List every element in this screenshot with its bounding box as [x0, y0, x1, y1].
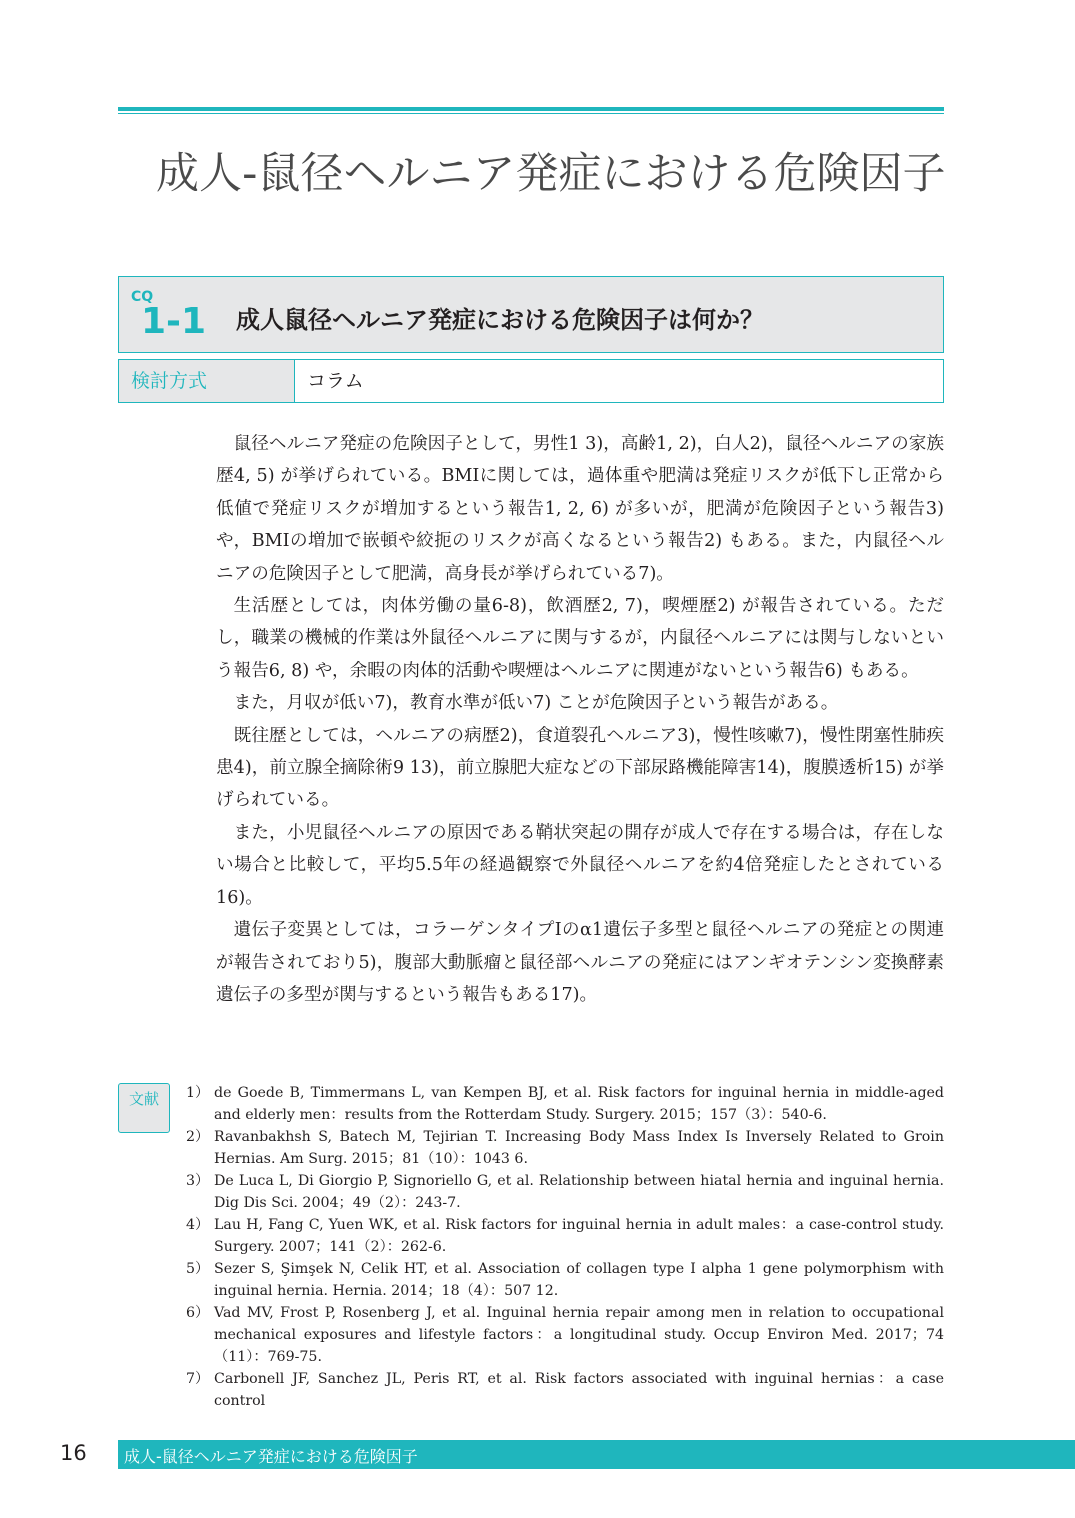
reference-number: 2） — [186, 1129, 210, 1145]
body-paragraph: 既往歴としては，ヘルニアの病歴2)，食道裂孔ヘルニア3)，慢性咳嗽7)，慢性閉塞性肺疾患4)，前立腺全摘除術9 13)，前立腺肥大症などの下部尿路機能障害14)，腹膜透析15) が挙げられている。 — [216, 725, 944, 811]
reference-number: 1） — [186, 1085, 210, 1101]
reference-item — [186, 1082, 944, 1126]
body-paragraph: 鼠径ヘルニア発症の危険因子として，男性1 3)，高齢1, 2)，白人2)，鼠径ヘルニアの家族歴4, 5) が挙げられている。BMIに関しては，過体重や肥満は発症リスクが低下し正常から低値で発症リスクが増加するという報告1, 2, 6) が多いが，肥満が危険因子という報告3) や，BMIの増加で嵌頓や絞扼のリスクが高くなるという報告2) もある。また，内鼠径ヘルニアの危険因子として肥満，高身長が挙げられている7)。 — [216, 434, 944, 584]
review-method-row — [118, 359, 944, 403]
reference-text: Carbonell JF, Sanchez JL, Peris RT, et al. Risk factors associated with inguinal hernias：a case control — [214, 1371, 944, 1409]
reference-text: de Goede B, Timmermans L, van Kempen BJ, et al. Risk factors for inguinal hernia in middle-aged and elderly men：results from the Rotterdam Study. Surgery. 2015；157（3）：540-6. — [214, 1085, 944, 1123]
reference-number: 5） — [186, 1261, 210, 1277]
footer-bar — [118, 1440, 1075, 1469]
reference-number: 6） — [186, 1305, 210, 1321]
references-list — [186, 1082, 944, 1412]
reference-item — [186, 1126, 944, 1170]
review-method-value: コラム — [307, 370, 364, 392]
reference-item — [186, 1302, 944, 1368]
reference-text: De Luca L, Di Giorgio P, Signoriello G, et al. Relationship between hiatal hernia and inguinal hernia. Dig Dis Sci. 2004；49（2）：243-7. — [214, 1173, 944, 1211]
reference-number: 7） — [186, 1371, 210, 1387]
cq-header — [118, 276, 944, 353]
reference-text: Sezer S, Şimşek N, Celik HT, et al. Association of collagen type I alpha 1 gene polymorphism with inguinal hernia. Hernia. 2014；18（4）：507 12. — [214, 1261, 944, 1299]
body-paragraph: 生活歴としては，肉体労働の量6-8)，飲酒歴2, 7)，喫煙歴2) が報告されている。ただし，職業の機械的作業は外鼠径ヘルニアに関与するが，内鼠径ヘルニアには関与しないという報告6, 8) や，余暇の肉体的活動や喫煙はヘルニアに関連がないという報告6) もある。 — [216, 596, 944, 681]
reference-text: Lau H, Fang C, Yuen WK, et al. Risk factors for inguinal hernia in adult males：a case-control study. Surgery. 2007；141（2）：262-6. — [214, 1217, 944, 1255]
reference-item — [186, 1170, 944, 1214]
reference-text: Ravanbakhsh S, Batech M, Tejirian T. Increasing Body Mass Index Is Inversely Related to Groin Hernias. Am Surg. 2015；81（10）：1043 6. — [214, 1129, 944, 1167]
footer-chapter-title: 成人-鼠径ヘルニア発症における危険因子 — [124, 1447, 418, 1466]
page-number: 16 — [60, 1441, 87, 1465]
body-paragraph: また，小児鼠径ヘルニアの原因である鞘状突起の開存が成人で存在する場合は，存在しない場合と比較して，平均5.5年の経過観察で外鼠径ヘルニアを約4倍発症したとされている16)。 — [216, 822, 944, 908]
reference-number: 4） — [186, 1217, 210, 1233]
cq-label: CQ — [131, 289, 154, 305]
cq-question: 成人鼠径ヘルニア発症における危険因子は何か？ — [236, 306, 764, 334]
reference-text: Vad MV, Frost P, Rosenberg J, et al. Inguinal hernia repair among men in relation to occupational mechanical exposures and lifestyle factors：a longitudinal study. Occup Environ Med. 2017；74（11）：769-75. — [214, 1305, 944, 1365]
top-rule — [118, 107, 944, 115]
reference-number: 3） — [186, 1173, 210, 1189]
reference-item — [186, 1214, 944, 1258]
body-paragraph: 遺伝子変異としては，コラーゲンタイプⅠのα1遺伝子多型と鼠径ヘルニアの発症との関連が報告されており5)，腹部大動脈瘤と鼠径部ヘルニアの発症にはアンギオテンシン変換酵素遺伝子の多型が関与するという報告もある17)。 — [216, 920, 944, 1005]
reference-item — [186, 1368, 944, 1412]
cq-number: 1-1 — [141, 301, 207, 342]
references-label: 文献 — [118, 1083, 170, 1133]
body-text — [216, 428, 944, 1011]
review-method-label: 検討方式 — [119, 360, 295, 402]
chapter-title: 成人-鼠径ヘルニア発症における危険因子 — [156, 149, 946, 199]
body-paragraph: また，月収が低い7)，教育水準が低い7) ことが危険因子という報告がある。 — [233, 693, 839, 714]
reference-item — [186, 1258, 944, 1302]
